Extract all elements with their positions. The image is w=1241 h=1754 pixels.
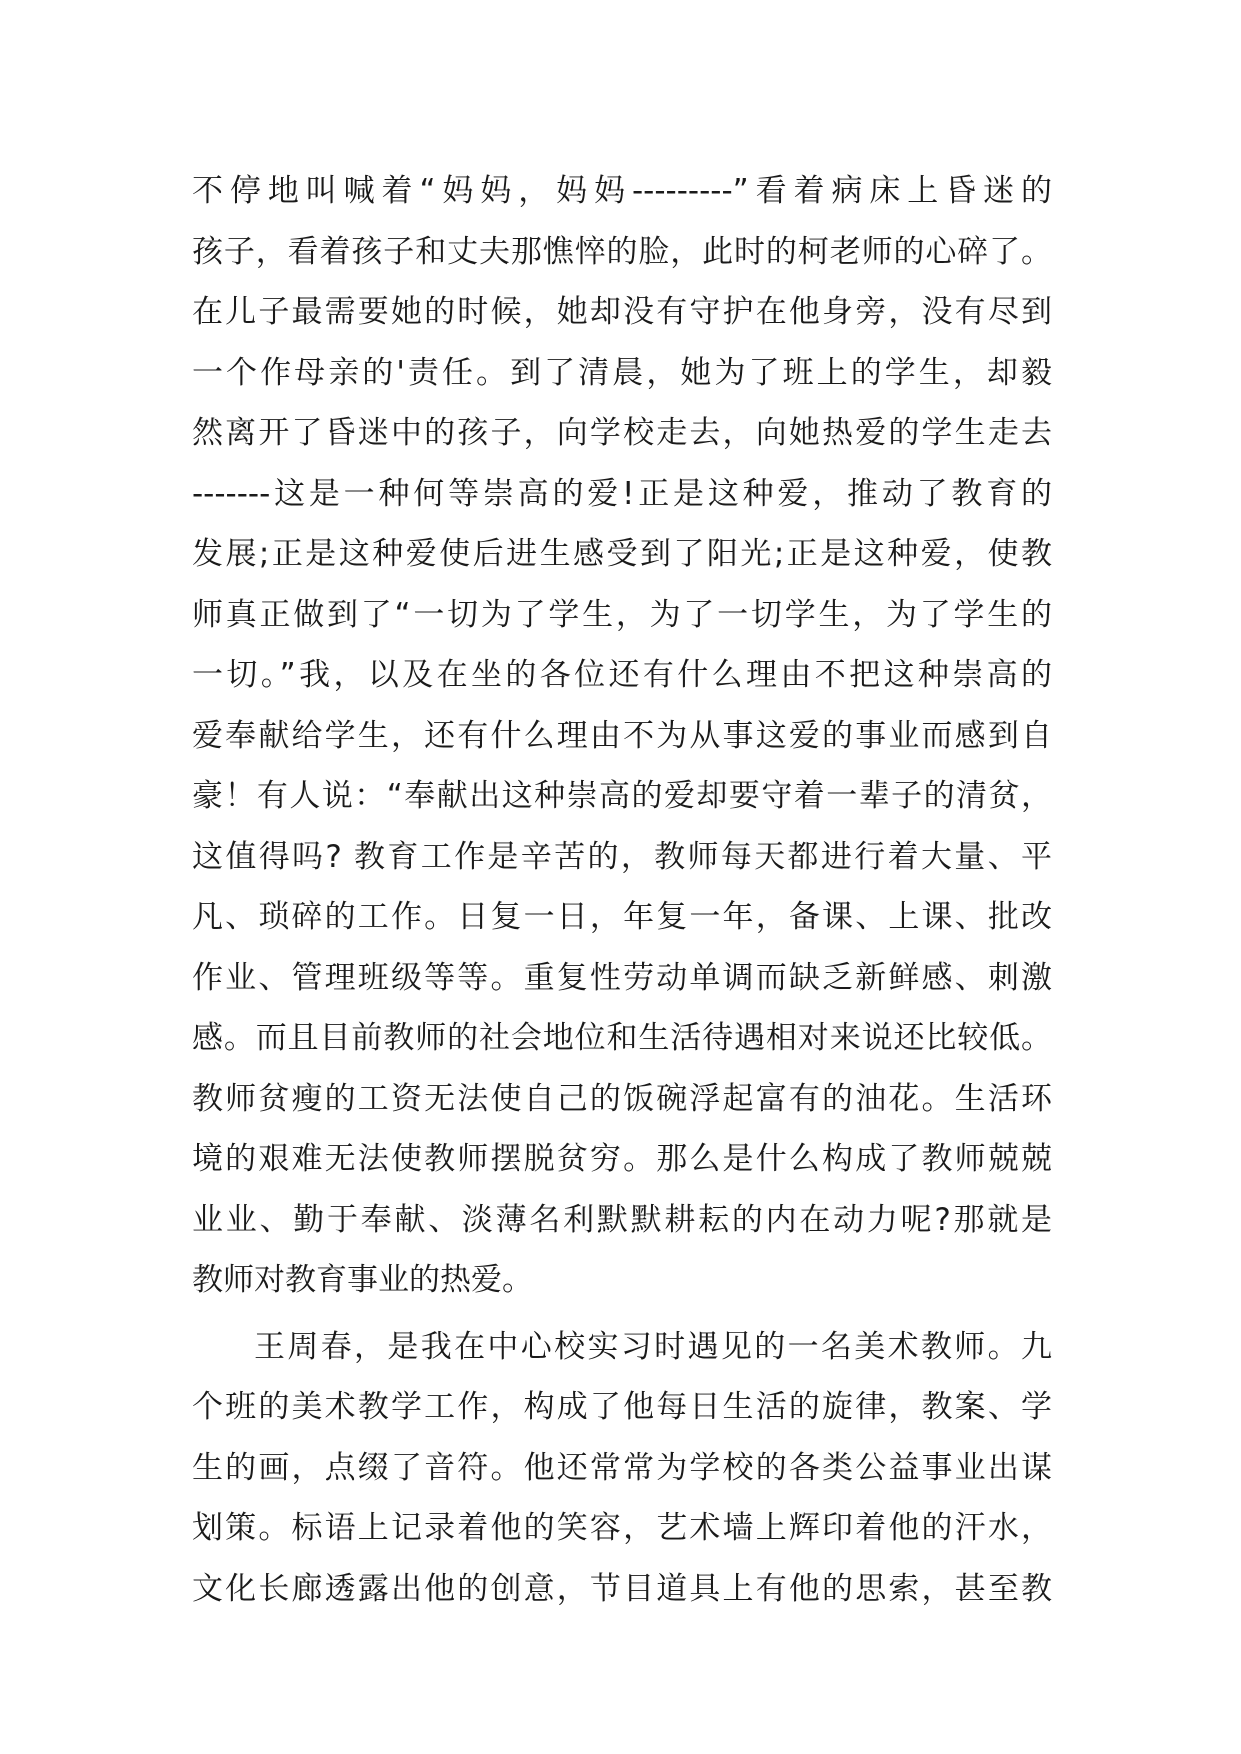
text-line: 这值得吗? 教育工作是辛苦的，教师每天都进行着大量、平 <box>192 838 1052 875</box>
text-line: 作业、管理班级等等。重复性劳动单调而缺乏新鲜感、刺激 <box>192 959 1052 996</box>
text-line: 发展;正是这种爱使后进生感受到了阳光;正是这种爱，使教 <box>192 536 1052 572</box>
text-line: 王周春，是我在中心校实习时遇见的一名美术教师。九 <box>254 1328 1052 1365</box>
text-line: 爱奉献给学生，还有什么理由不为从事这爱的事业而感到自 <box>192 717 1052 754</box>
text-line: 不停地叫喊着“妈妈，妈妈---------”看着病床上昏迷的 <box>192 173 1052 209</box>
text-line: 在儿子最需要她的时候，她却没有守护在他身旁，没有尽到 <box>192 294 1052 330</box>
text-line: 划策。标语上记录着他的笑容，艺术墙上辉印着他的汗水， <box>192 1510 1052 1546</box>
paragraph-1 <box>192 161 1052 1311</box>
text-line: 境的艰难无法使教师摆脱贫穷。那么是什么构成了教师兢兢 <box>192 1141 1052 1177</box>
text-line: 文化长廊透露出他的创意，节目道具上有他的思索，甚至教 <box>192 1570 1052 1607</box>
text-line: -------这是一种何等崇高的爱!正是这种爱，推动了教育的 <box>192 475 1052 512</box>
text-line: 豪！有人说：“奉献出这种崇高的爱却要守着一辈子的清贫， <box>192 778 1052 814</box>
text-line: 凡、琐碎的工作。日复一日，年复一年，备课、上课、批改 <box>192 899 1052 935</box>
text-line: 教师贫瘦的工资无法使自己的饭碗浮起富有的油花。生活环 <box>192 1080 1052 1117</box>
text-line: 然离开了昏迷中的孩子，向学校走去，向她热爱的学生走去 <box>192 415 1052 451</box>
text-line: 教师对教育事业的热爱。 <box>192 1262 533 1298</box>
text-line: 孩子，看着孩子和丈夫那憔悴的脸，此时的柯老师的心碎了。 <box>192 233 1052 270</box>
text-line: 业业、勤于奉献、淡薄名利默默耕耘的内在动力呢?那就是 <box>192 1201 1052 1238</box>
text-line: 师真正做到了“一切为了学生，为了一切学生，为了学生的 <box>192 596 1052 633</box>
text-line: 感。而且目前教师的社会地位和生活待遇相对来说还比较低。 <box>192 1020 1052 1056</box>
paragraph-2 <box>192 1317 1052 1620</box>
text-line: 生的画，点缀了音符。他还常常为学校的各类公益事业出谋 <box>192 1449 1052 1486</box>
body-text <box>192 161 1052 1619</box>
text-line: 一个作母亲的'责任。到了清晨，她为了班上的学生，却毅 <box>192 354 1052 391</box>
text-line: 个班的美术教学工作，构成了他每日生活的旋律，教案、学 <box>192 1389 1052 1425</box>
text-line: 一切。”我，以及在坐的各位还有什么理由不把这种崇高的 <box>192 657 1052 693</box>
